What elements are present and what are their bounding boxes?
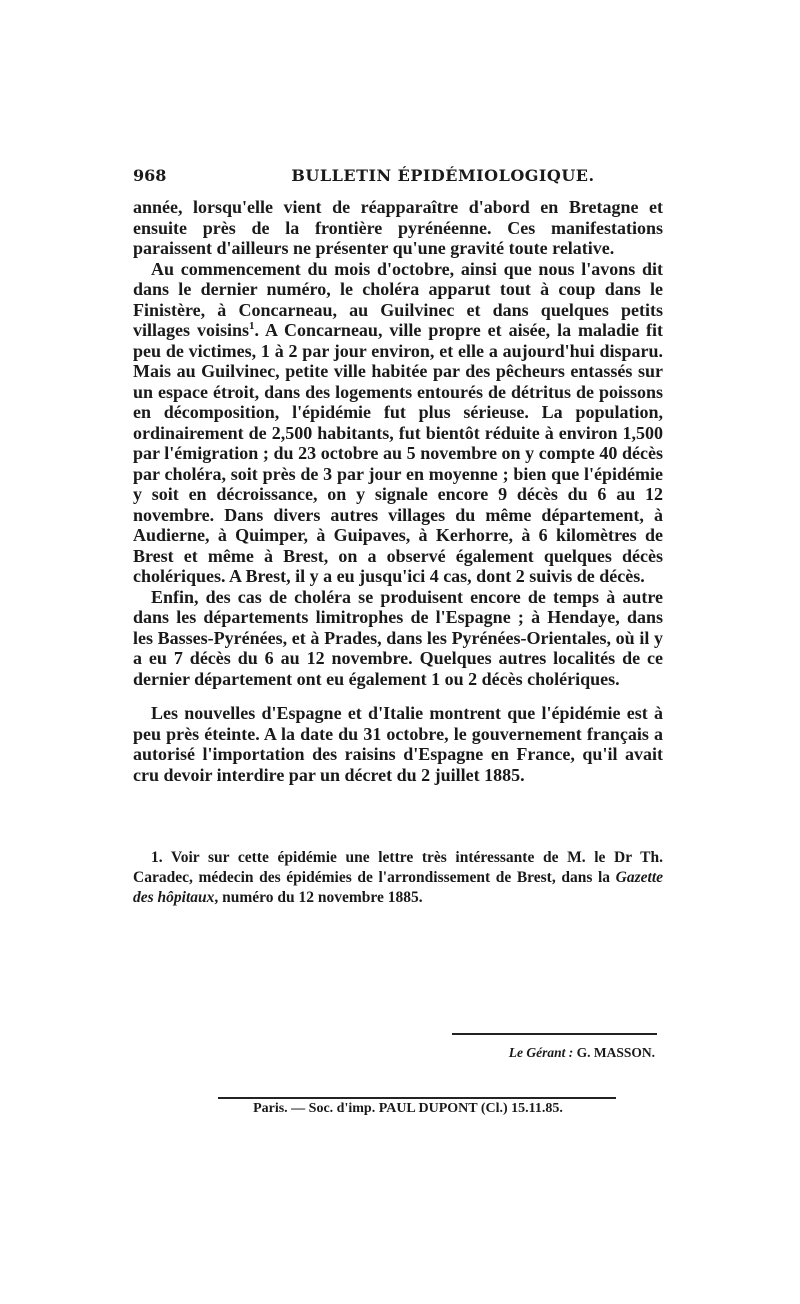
footnote-text-b: , numéro du 12 novembre 1885.: [214, 889, 423, 906]
paragraph-pyrenees: Enfin, des cas de choléra se produisent encore de temps à autre dans les départements limitrophes de l'Espagne ; à Hendaye, dans les Basses-Pyrénées, et à Prades, dans les Pyrénées-Orientales, où il y a eu 7 décès du 6 au 12 novembre. Quelques autres localités de ce dernier département ont eu également 1 ou 2 décès cholériques.: [133, 586, 663, 689]
footnote: [133, 848, 663, 908]
footnote-reference[interactable]: 1: [249, 320, 255, 332]
footnote-journal: Gazette des hôpitaux: [133, 869, 664, 906]
paragraph-finistere-text-b: . A Concarneau, ville propre et aisée, la maladie fit peu de victimes, 1 à 2 par jour environ, et elle a aujourd'hui disparu. Mais au Guilvinec, petite ville habitée par des pêcheurs entassés sur un espace étroit, dans des logements entourés de détritus de poissons en décomposition, l'épidémie fut plus sérieuse. La population, ordinairement de 2,500 habitants, fut bientôt réduite à environ 1,500 par l'émigration ; du 23 octobre au 5 novembre on y compte 40 décès par choléra, soit près de 3 par jour en moyenne ; bien que l'épidémie y soit en décroissance, on y signale encore 9 décès du 6 au 12 novembre. Dans divers autres villages du même département, à Audierne, à Quimper, à Guipaves, à Kerhorre, à 6 kilomètres de Brest et même à Brest, on a observé également quelques décès cholériques. A Brest, il y a eu jusqu'ici 4 cas, dont 2 suivis de décès.: [133, 320, 664, 586]
signature: [440, 1045, 655, 1061]
footnote-text-a: 1. Voir sur cette épidémie une lettre très intéressante de M. le Dr Th. Caradec, médecin des épidémies de l'arrondissement de Brest, dans la: [133, 849, 663, 886]
signature-rule: [452, 1033, 657, 1035]
running-head: [133, 166, 663, 190]
body-text: [133, 197, 663, 785]
printer-imprint: Paris. — Soc. d'imp. PAUL DUPONT (Cl.) 15.11.85.: [253, 1101, 563, 1116]
signature-name: G. MASSON.: [576, 1045, 655, 1060]
running-title: BULLETIN ÉPIDÉMIOLOGIQUE.: [291, 166, 595, 185]
paragraph-spain-italy: Les nouvelles d'Espagne et d'Italie montrent que l'épidémie est à peu près éteinte. A la date du 31 octobre, le gouvernement français a autorisé l'importation des raisins d'Espagne en France, qu'il avait cru devoir interdire par un décret du 2 juillet 1885.: [133, 703, 663, 785]
paragraph-continuation: année, lorsqu'elle vient de réapparaître d'abord en Bretagne et ensuite près de la frontière pyrénéenne. Ces manifestations paraissent d'ailleurs ne présenter qu'une gravité toute relative.: [133, 197, 663, 258]
paragraph-finistere: [133, 259, 663, 587]
signature-label: Le Gérant :: [508, 1045, 574, 1060]
paragraph-finistere-text-a: Au commencement du mois d'octobre, ainsi que nous l'avons dit dans le dernier numéro, le choléra apparut tout à coup dans le Finistère, à Concarneau, au Guilvinec et dans quelques petits villages voisins: [133, 258, 663, 340]
imprint-rule: [218, 1097, 616, 1099]
page-number: 968: [133, 166, 167, 185]
